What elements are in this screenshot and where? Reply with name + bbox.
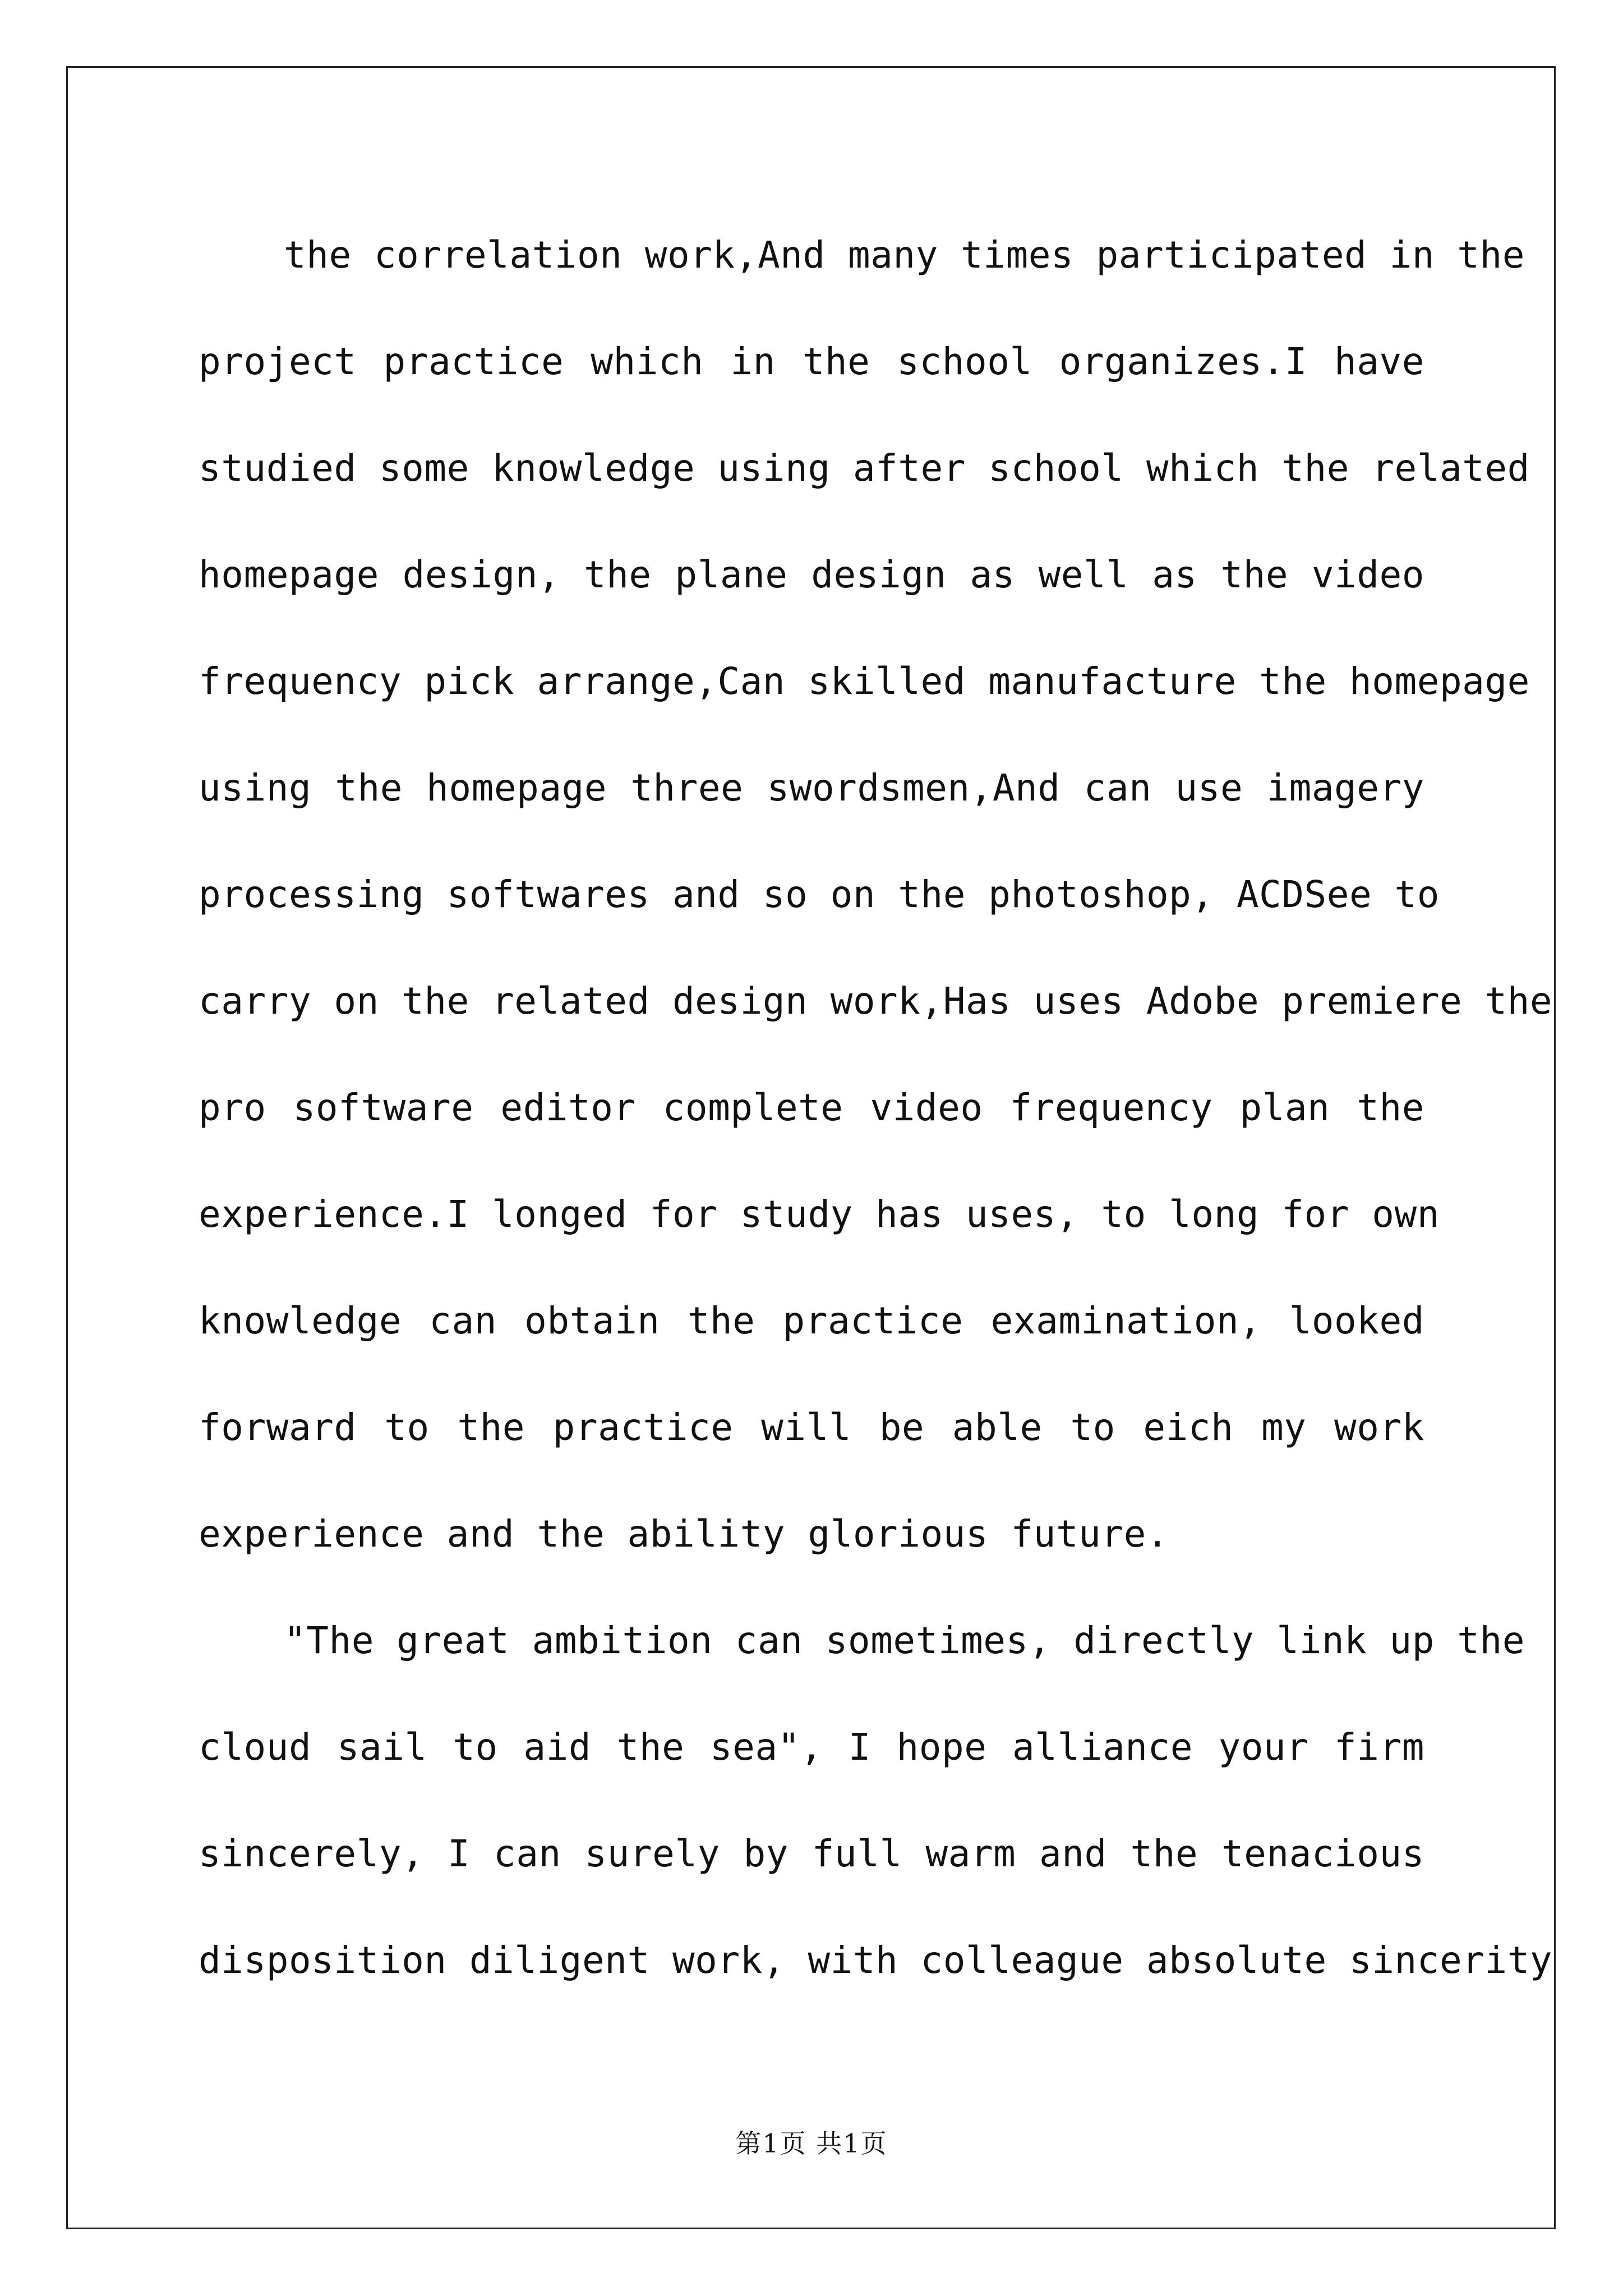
page-number-footer: 第1页 共1页 <box>735 2128 888 2159</box>
paragraph-1-line-3: studied some knowledge using after school which the related <box>199 447 1530 490</box>
paragraph-1-line-4: homepage design, the plane design as well as the video <box>199 553 1424 596</box>
paragraph-1-line-9: pro software editor complete video frequency plan the <box>199 1086 1424 1129</box>
paragraph-2-line-1: "The great ambition can sometimes, directly link up the <box>284 1619 1525 1662</box>
paragraph-1-line-7: processing softwares and so on the photoshop, ACDSee to <box>199 873 1440 916</box>
paragraph-1-line-6: using the homepage three swordsmen,And can use imagery <box>199 766 1424 809</box>
paragraph-1-line-1: the correlation work,And many times participated in the <box>284 233 1525 277</box>
paragraph-1-line-12: forward to the practice will be able to eich my work <box>199 1406 1424 1449</box>
paragraph-1-line-8: carry on the related design work,Has uses Adobe premiere the <box>199 979 1553 1023</box>
paragraph-1-line-5: frequency pick arrange,Can skilled manufacture the homepage <box>199 660 1530 703</box>
paragraph-1-line-13: experience and the ability glorious future. <box>199 1512 1169 1556</box>
paragraph-1-line-10: experience.I longed for study has uses, to long for own <box>199 1193 1440 1236</box>
paragraph-2-line-4: disposition diligent work, with colleague absolute sincerity <box>199 1939 1553 1982</box>
paragraph-2-line-2: cloud sail to aid the sea", I hope alliance your firm <box>199 1726 1424 1769</box>
document-body <box>199 202 1553 2014</box>
paragraph-1-line-11: knowledge can obtain the practice examination, looked <box>199 1299 1424 1342</box>
paragraph-1-line-2: project practice which in the school organizes.I have <box>199 340 1424 383</box>
paragraph-2-line-3: sincerely, I can surely by full warm and the tenacious <box>199 1832 1424 1875</box>
